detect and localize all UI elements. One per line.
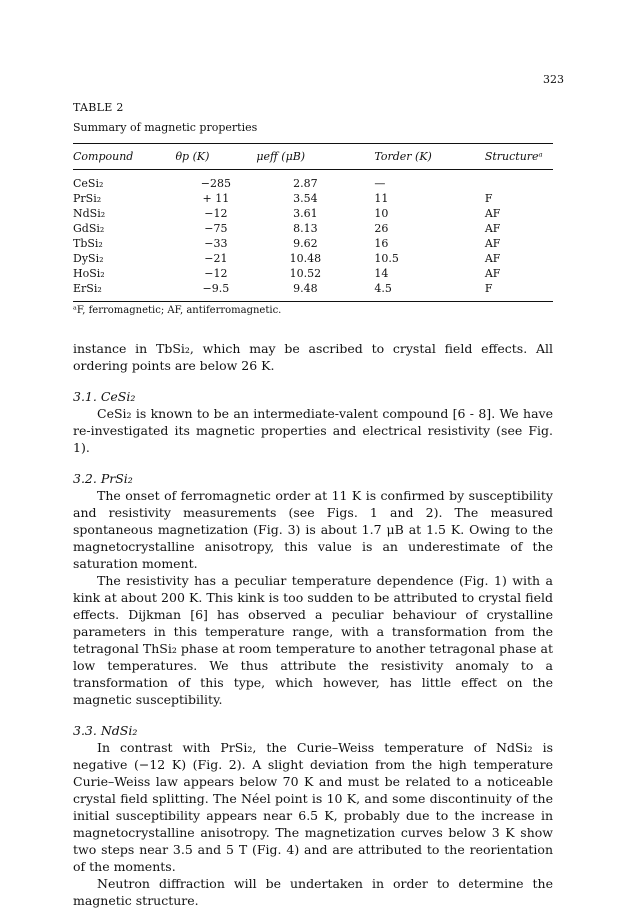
header-structure: Structureᵃ [465, 144, 553, 170]
cell-t-order: 11 [374, 192, 389, 205]
header-compound: Compound [73, 144, 175, 170]
table-row [73, 281, 553, 302]
intro-paragraph: instance in TbSi₂, which may be ascribed to crystal field effects. All ordering points are below 26 K. [73, 341, 553, 373]
cell-compound: ErSi₂ [73, 281, 175, 302]
cell-t-order: 26 [374, 222, 389, 235]
cell-compound: NdSi₂ [73, 207, 106, 220]
paragraph: The onset of ferromagnetic order at 11 K is confirmed by susceptibility and resistivity measurements (see Figs. 1 and 2). The measured spontaneous magnetization (Fig. 3) is about 1.7 μB at 1.5 K. Owing to the magnetocrystalline anisotropy, this value is an underestimate of the saturation moment. [73, 488, 553, 571]
cell-theta-p: −285 [200, 177, 231, 190]
cell-mu-eff: 9.48 [256, 281, 354, 302]
cell-t-order: 10.5 [374, 252, 399, 265]
cell-t-order: 16 [374, 237, 389, 250]
cell-structure: F [465, 281, 553, 302]
cell-theta-p: −21 [204, 252, 228, 265]
section-heading-ndsi2: 3.3. NdSi₂ [73, 723, 138, 738]
table-row [73, 266, 553, 281]
cell-structure: AF [484, 252, 501, 265]
table-row [73, 221, 553, 236]
cell-mu-eff: 2.87 [293, 177, 318, 190]
table-header-row [73, 144, 553, 170]
cell-mu-eff: 3.61 [293, 207, 318, 220]
section-heading-prsi2: 3.2. PrSi₂ [73, 471, 133, 486]
table-row [73, 191, 553, 206]
cell-t-order: 10 [374, 207, 389, 220]
cell-compound: DySi₂ [73, 252, 104, 265]
cell-theta-p: −12 [204, 207, 228, 220]
cell-structure: AF [484, 207, 501, 220]
cell-structure: AF [484, 237, 501, 250]
cell-mu-eff: 9.62 [293, 237, 318, 250]
cell-structure: F [484, 192, 493, 205]
table-row [73, 170, 553, 192]
table-label: TABLE 2 [73, 101, 124, 114]
table-caption: Summary of magnetic properties [73, 121, 258, 134]
paragraph: CeSi₂ is known to be an intermediate-valent compound [6 - 8]. We have re-investigated its magnetic properties and electrical resistivity (see Fig. 1). [73, 406, 553, 455]
cell-theta-p: + 11 [202, 192, 230, 205]
cell-compound: GdSi₂ [73, 222, 105, 235]
cell-compound: HoSi₂ [73, 267, 105, 280]
cell-compound: PrSi₂ [73, 192, 102, 205]
cell-structure: AF [484, 222, 501, 235]
cell-t-order: — [374, 177, 386, 190]
header-theta-p: θp (K) [175, 144, 256, 170]
page-number: 323 [543, 73, 564, 86]
paragraph: The resistivity has a peculiar temperature dependence (Fig. 1) with a kink at about 200 K. This kink is too sudden to be attributed to crystal field effects. Dijkman [6] has observed a peculiar behaviour of crystalline parameters in this temperature range, with a transformation from the tetragonal ThSi₂ phase at room temperature to another tetragonal phase at low temperatures. We thus attribute the resistivity anomaly to a transformation of this type, which however, has little effect on the magnetic susceptibility. [73, 573, 553, 707]
cell-t-order: 14 [374, 267, 389, 280]
table-footnote: ᵃF, ferromagnetic; AF, antiferromagnetic. [73, 305, 282, 316]
cell-t-order: 4.5 [354, 281, 464, 302]
table-row [73, 206, 553, 221]
cell-mu-eff: 10.48 [289, 252, 322, 265]
section-heading-cesi2: 3.1. CeSi₂ [73, 389, 136, 404]
table-row [73, 236, 553, 251]
cell-theta-p: −33 [204, 237, 228, 250]
cell-compound: CeSi₂ [73, 177, 104, 190]
cell-compound: TbSi₂ [73, 237, 103, 250]
header-mu-eff: μeff (μB) [256, 144, 354, 170]
paragraph: Neutron diffraction will be undertaken in order to determine the magnetic structure. [73, 876, 553, 908]
cell-theta-p: −9.5 [175, 281, 256, 302]
cell-structure [465, 170, 553, 192]
magnetic-properties-table [73, 143, 553, 302]
header-t-order: Torder (K) [354, 144, 464, 170]
table-row [73, 251, 553, 266]
cell-mu-eff: 10.52 [289, 267, 322, 280]
body-text [73, 340, 553, 909]
cell-mu-eff: 8.13 [293, 222, 318, 235]
cell-theta-p: −12 [204, 267, 228, 280]
cell-theta-p: −75 [204, 222, 228, 235]
cell-structure: AF [484, 267, 501, 280]
paragraph: In contrast with PrSi₂, the Curie–Weiss temperature of NdSi₂ is negative (−12 K) (Fig. 2). A slight deviation from the high temperature Curie–Weiss law appears below 70 K and must be related to a noticeable crystal field splitting. The Néel point is 10 K, and some discontinuity of the initial susceptibility appears near 6.5 K, probably due to the increase in magnetocrystalline anisotropy. The magnetization curves below 3 K show two steps near 3.5 and 5 T (Fig. 4) and are attributed to the reorientation of the moments. [73, 740, 553, 874]
cell-mu-eff: 3.54 [293, 192, 318, 205]
